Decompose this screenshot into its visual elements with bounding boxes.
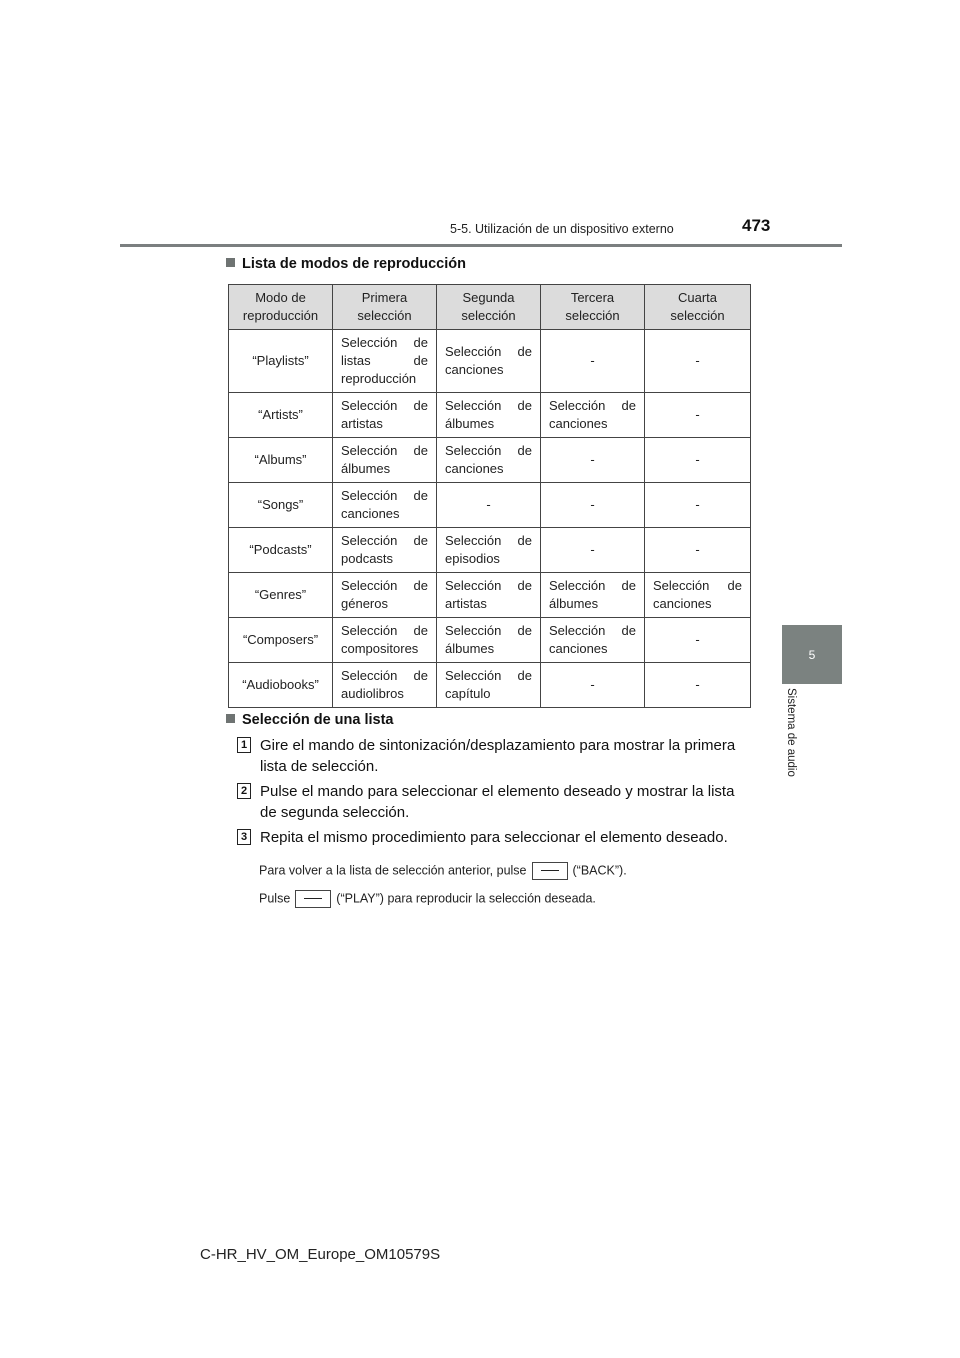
chapter-label <box>782 688 812 798</box>
note-text: Para volver a la lista de selección anterior, pulse <box>259 863 527 878</box>
table-cell: Selección de álbumes <box>437 393 541 438</box>
table-row <box>229 438 751 483</box>
table-row <box>229 393 751 438</box>
table-cell: - <box>645 483 751 528</box>
section-heading-list <box>226 712 394 728</box>
table-cell: - <box>645 330 751 393</box>
table-cell: Selección de episodios <box>437 528 541 573</box>
section-header: 5-5. Utilización de un dispositivo externo <box>450 222 674 236</box>
table-cell: “Audiobooks” <box>229 663 333 708</box>
section-heading-modes <box>226 256 466 272</box>
chapter-tab <box>782 625 842 684</box>
table-cell: - <box>541 483 645 528</box>
step-number: 2 <box>237 783 251 799</box>
table-cell: - <box>645 528 751 573</box>
table-cell: Selección de géneros <box>333 573 437 618</box>
table-row <box>229 573 751 618</box>
table-cell: - <box>645 663 751 708</box>
section-heading-text: Lista de modos de reproducción <box>242 256 466 272</box>
header-divider <box>120 244 842 247</box>
page-number: 473 <box>742 216 771 235</box>
note-text: Pulse <box>259 891 291 906</box>
step-number: 3 <box>237 829 251 845</box>
table-cell: “Artists” <box>229 393 333 438</box>
table-cell: “Songs” <box>229 483 333 528</box>
table-cell: “Genres” <box>229 573 333 618</box>
table-cell: Selección de álbumes <box>437 618 541 663</box>
table-cell: - <box>541 528 645 573</box>
table-row <box>229 618 751 663</box>
table-header-row <box>229 285 751 330</box>
play-button-icon <box>295 890 331 908</box>
chapter-title: Sistema de audio <box>785 688 797 777</box>
note-back <box>259 862 627 880</box>
table-cell: Selección de compositores <box>333 618 437 663</box>
table-header-cell: Primera selección <box>333 285 437 330</box>
table-row <box>229 663 751 708</box>
table-cell: Selección de canciones <box>645 573 751 618</box>
note-text: (“PLAY”) para reproducir la selección deseada. <box>336 891 596 906</box>
table-cell: “Podcasts” <box>229 528 333 573</box>
step-text: Pulse el mando para seleccionar el elemento deseado y mostrar la lista de segunda selección. <box>260 783 735 821</box>
table-cell: Selección de artistas <box>437 573 541 618</box>
table-cell: Selección de canciones <box>333 483 437 528</box>
table-cell: Selección de canciones <box>437 438 541 483</box>
table-row <box>229 330 751 393</box>
section-heading-text: Selección de una lista <box>242 712 394 728</box>
square-bullet-icon <box>226 258 235 267</box>
playback-modes-table <box>228 284 751 708</box>
chapter-number: 5 <box>808 647 816 662</box>
table-cell: Selección de álbumes <box>333 438 437 483</box>
table-row <box>229 528 751 573</box>
table-cell: Selección de listas de reproducción <box>333 330 437 393</box>
step-text: Gire el mando de sintonización/desplazamiento para mostrar la primera lista de selección. <box>260 737 736 775</box>
table-cell: - <box>541 438 645 483</box>
step-number: 1 <box>237 737 251 753</box>
table-header-cell: Segunda selección <box>437 285 541 330</box>
table-cell: “Albums” <box>229 438 333 483</box>
table-cell: Selección de álbumes <box>541 573 645 618</box>
table-cell: - <box>541 330 645 393</box>
table-cell: - <box>645 618 751 663</box>
table-header-cell: Tercera selección <box>541 285 645 330</box>
table-row <box>229 483 751 528</box>
table-cell: Selección de artistas <box>333 393 437 438</box>
table-cell: “Composers” <box>229 618 333 663</box>
square-bullet-icon <box>226 714 235 723</box>
table-cell: - <box>541 663 645 708</box>
table-cell: Selección de podcasts <box>333 528 437 573</box>
back-button-icon <box>532 862 568 880</box>
table-cell: Selección de canciones <box>541 393 645 438</box>
step-text: Repita el mismo procedimiento para seleccionar el elemento deseado. <box>260 829 728 846</box>
table-cell: - <box>645 438 751 483</box>
table-cell: - <box>437 483 541 528</box>
table-cell: Selección de canciones <box>437 330 541 393</box>
table-cell: - <box>645 393 751 438</box>
table-cell: Selección de capítulo <box>437 663 541 708</box>
table-header-cell: Modo de reproducción <box>229 285 333 330</box>
note-text: (“BACK”). <box>572 863 627 878</box>
table-header-cell: Cuarta selección <box>645 285 751 330</box>
table-cell: Selección de audiolibros <box>333 663 437 708</box>
document-id: C-HR_HV_OM_Europe_OM10579S <box>200 1246 441 1263</box>
table-cell: “Playlists” <box>229 330 333 393</box>
note-play <box>259 890 596 908</box>
table-cell: Selección de canciones <box>541 618 645 663</box>
